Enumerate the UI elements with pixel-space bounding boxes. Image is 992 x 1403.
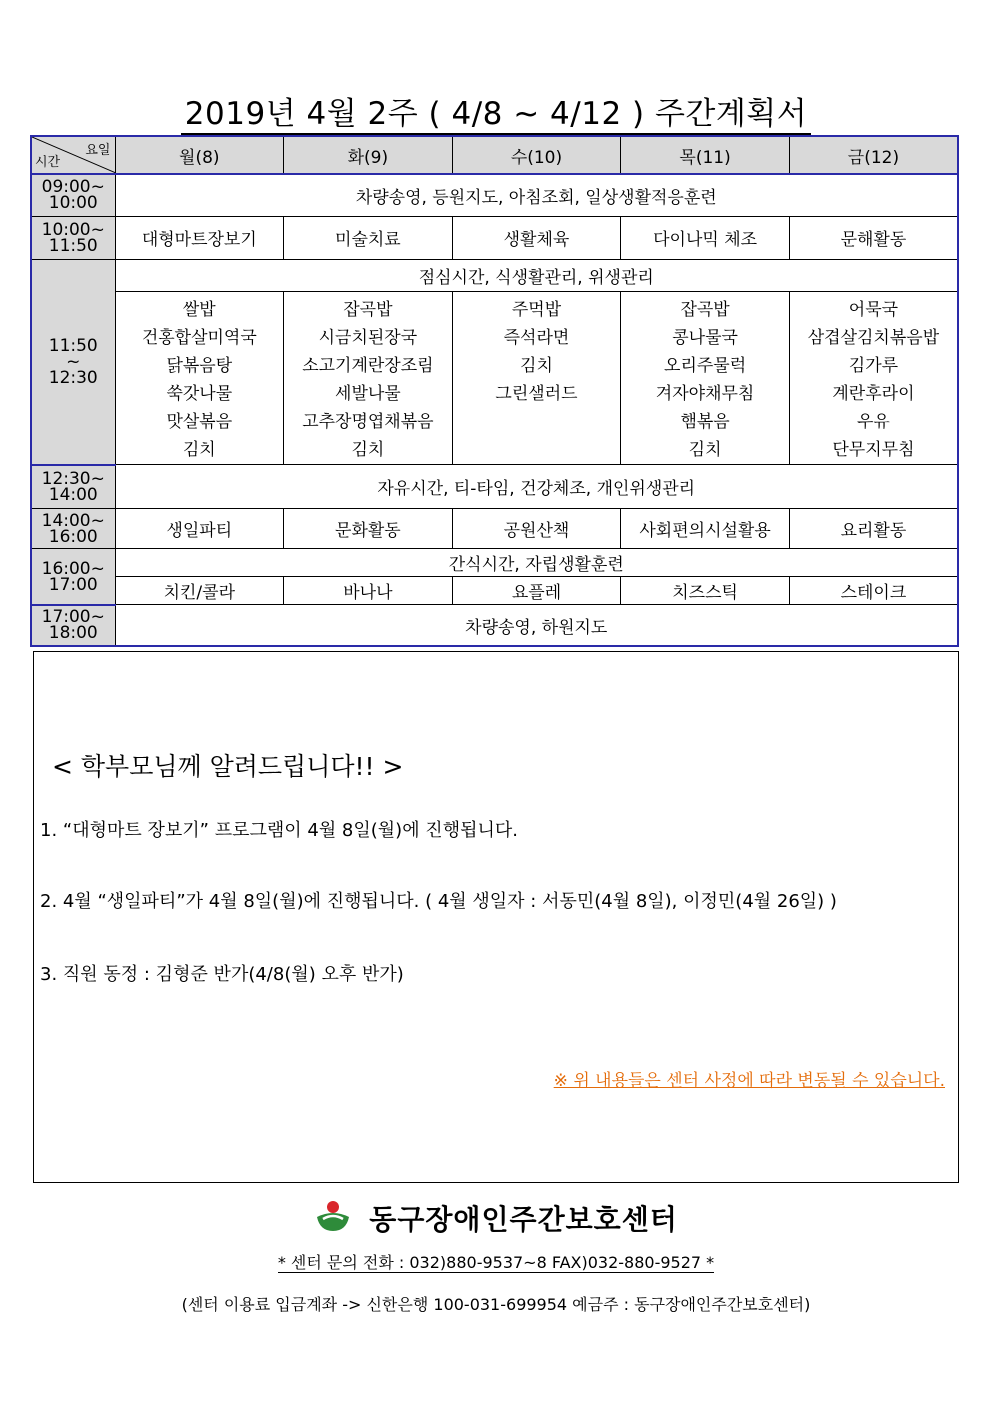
row-1700: [31, 605, 958, 646]
corner-cell: [31, 136, 115, 174]
menu-cell-mon: [115, 291, 284, 464]
time-tilde: ~: [66, 351, 81, 372]
menu-item: 삼겹살김치볶음밥: [807, 327, 940, 348]
time-cell: [31, 174, 115, 216]
time-start: 17:00~: [41, 607, 105, 628]
menu-item: 주먹밥: [511, 299, 562, 320]
row-1150-header: [31, 259, 958, 291]
menu-item: 시금치된장국: [318, 327, 418, 348]
center-name: 동구장애인주간보호센터: [369, 1203, 678, 1236]
day-header-fri: 금(12): [789, 136, 958, 174]
notice-item: 3. 직원 동정 : 김형준 반가(4/8(월) 오후 반가): [40, 964, 404, 985]
time-end: 12:30: [48, 367, 98, 388]
menu-item: 고추장명엽채볶음: [302, 411, 434, 432]
notice-item: 1. “대형마트 장보기” 프로그램이 4월 8일(월)에 진행됩니다.: [40, 820, 518, 841]
time-end: 14:00: [48, 484, 98, 505]
activity-cell-tue: 미술치료: [284, 216, 453, 259]
day-header-mon: 월(8): [115, 136, 284, 174]
activity-cell-tue: 문화활동: [284, 509, 453, 549]
time-start: 10:00~: [41, 219, 105, 240]
notice-item: 2. 4월 “생일파티”가 4월 8일(월)에 진행됩니다. ( 4월 생일자 : 서동민(4월 8일), 이정민(4월 26일) ): [40, 891, 837, 912]
menu-item: 맛살볶음: [166, 411, 233, 432]
menu-item: 김치: [520, 355, 553, 376]
menu-item: 우유: [857, 411, 890, 432]
parent-notice-box: [33, 651, 959, 1183]
time-start: 14:00~: [41, 510, 105, 531]
activity-cell-mon: 생일파티: [115, 509, 284, 549]
menu-item: 오리주물럭: [664, 355, 747, 376]
menu-cell-fri: [789, 291, 958, 464]
menu-item: 건홍합살미역국: [141, 327, 257, 348]
weekly-plan-table: [30, 135, 959, 647]
menu-item: [453, 436, 621, 464]
menu-item: 닭볶음탕: [166, 355, 233, 376]
notice-heading: < 학부모님께 알려드립니다!! >: [52, 752, 404, 781]
activity-cell: 차량송영, 하원지도: [115, 605, 958, 646]
menu-item: 겨자야채무침: [655, 383, 755, 404]
header-row: [31, 136, 958, 174]
time-end: 16:00: [48, 526, 98, 547]
time-start: 12:30~: [41, 468, 105, 489]
menu-item: 즉석라면: [503, 327, 570, 348]
time-start: 16:00~: [41, 558, 105, 579]
menu-item: 김치: [182, 439, 216, 460]
center-brand: [0, 1198, 992, 1238]
day-header-thu: 목(11): [621, 136, 790, 174]
menu-item: 그린샐러드: [495, 383, 578, 404]
time-start: 11:50: [48, 335, 98, 356]
contact-text: * 센터 문의 전화 : 032)880-9537~8 FAX)032-880-9527 *: [277, 1253, 715, 1272]
menu-cell-tue: [284, 291, 453, 464]
corner-time-label: 시간: [35, 155, 61, 171]
snack-cell-thu: 치즈스틱: [621, 577, 790, 605]
snack-cell-mon: 치킨/콜라: [115, 577, 284, 605]
menu-item: 계란후라이: [832, 383, 915, 404]
activity-cell: 차량송영, 등원지도, 아침조회, 일상생활적응훈련: [115, 174, 958, 216]
row-0900: [31, 174, 958, 216]
menu-item: 소고기계란장조림: [302, 355, 434, 376]
row-1400: [31, 509, 958, 549]
menu-item: 단무지무침: [832, 439, 915, 460]
time-end: 18:00: [48, 623, 98, 644]
time-cell: [31, 465, 115, 509]
lunch-cell: 점심시간, 식생활관리, 위생관리: [115, 259, 958, 291]
time-end: 10:00: [48, 193, 98, 214]
change-notice: ※ 위 내용들은 센터 사정에 따라 변동될 수 있습니다.: [553, 1071, 945, 1091]
menu-item: 세발나물: [335, 383, 401, 404]
activity-cell-mon: 대형마트장보기: [115, 216, 284, 259]
menu-item: 쑥갓나물: [166, 383, 233, 404]
menu-item: 잡곡밥: [343, 299, 393, 320]
menu-cell-thu: [621, 291, 790, 464]
row-1150-menu: [31, 291, 958, 464]
time-cell: [31, 216, 115, 259]
activity-cell-wed: 생활체육: [452, 216, 621, 259]
menu-item: 김치: [688, 439, 722, 460]
center-logo-icon: [314, 1199, 352, 1237]
menu-item: 김치: [351, 439, 385, 460]
activity-cell-wed: 공원산책: [452, 509, 621, 549]
menu-item: 쌀밥: [182, 299, 216, 320]
menu-cell-wed: [452, 291, 621, 464]
snack-cell-tue: 바나나: [284, 577, 453, 605]
activity-cell-thu: 사회편의시설활용: [621, 509, 790, 549]
menu-item: 햄볶음: [680, 411, 730, 432]
time-cell: [31, 549, 115, 605]
menu-item: 콩나물국: [672, 327, 738, 348]
menu-item: 잡곡밥: [680, 299, 730, 320]
menu-item: 김가루: [848, 355, 899, 376]
time-start: 09:00~: [41, 177, 105, 198]
row-1600-header: [31, 549, 958, 577]
corner-day-label: 요일: [85, 143, 111, 158]
row-1230: [31, 465, 958, 509]
activity-cell-thu: 다이나믹 체조: [621, 216, 790, 259]
time-cell: [31, 259, 115, 464]
snack-cell: 간식시간, 자립생활훈련: [115, 549, 958, 577]
time-end: 11:50: [48, 235, 98, 256]
time-end: 17:00: [48, 574, 98, 595]
snack-cell-fri: 스테이크: [789, 577, 958, 605]
activity-cell: 자유시간, 티-타임, 건강체조, 개인위생관리: [115, 465, 958, 509]
time-cell: [31, 509, 115, 549]
account-line: (센터 이용료 입금계좌 -> 신한은행 100-031-699954 예금주 : 동구장애인주간보호센터): [181, 1295, 811, 1314]
snack-cell-wed: 요플레: [452, 577, 621, 605]
activity-cell-fri: 문해활동: [789, 216, 958, 259]
day-header-wed: 수(10): [452, 136, 621, 174]
row-1600-snacks: [31, 577, 958, 605]
page-title: 2019년 4월 2주 ( 4/8 ~ 4/12 ) 주간계획서: [0, 88, 992, 133]
activity-cell-fri: 요리활동: [789, 509, 958, 549]
contact-line: [0, 1250, 992, 1273]
menu-item: [453, 408, 621, 436]
row-1000: [31, 216, 958, 259]
day-header-tue: 화(9): [284, 136, 453, 174]
menu-item: 어묵국: [848, 299, 899, 320]
time-cell: [31, 605, 115, 646]
